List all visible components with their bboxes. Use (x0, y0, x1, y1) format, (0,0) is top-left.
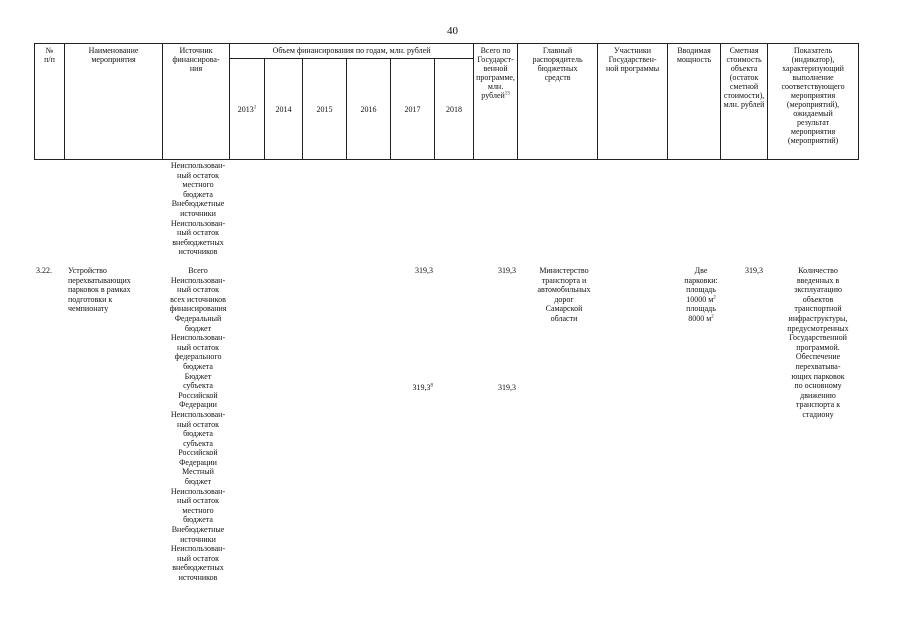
value-2017-region: 319,3$^8$ (412, 383, 433, 392)
text-line: объекта (730, 64, 758, 73)
text-line: субъекта (183, 438, 213, 448)
text-line: подготовки к (68, 294, 113, 304)
text-line: Неиспользован- (170, 275, 226, 285)
text-line: стоимость (726, 55, 762, 64)
text-line: Федерации (179, 400, 217, 410)
header-manager (518, 44, 598, 160)
text-line: всех источников (170, 294, 226, 304)
text-line: характеризующий (782, 64, 844, 73)
text-line: ожидаемый (793, 109, 833, 118)
text-line: источников (178, 247, 218, 257)
header-source (163, 44, 230, 160)
header-year-2018: 2018 (435, 59, 474, 160)
row-indicator (774, 266, 862, 420)
text-line: средств (544, 73, 571, 82)
text-line: федерального (174, 352, 222, 362)
text-line: ный остаток (177, 419, 219, 429)
text-line: источники (180, 534, 216, 544)
text-line: Федеральный (174, 313, 222, 323)
text-line: стоимости), (723, 91, 765, 100)
header-year-2017: 2017 (391, 59, 435, 160)
text-line: местного (182, 505, 214, 515)
text-line: ный остаток (177, 228, 219, 238)
text-line: Всего (188, 266, 208, 275)
text-line: перехватывающих (68, 275, 131, 285)
text-line: транспорта к (795, 400, 841, 410)
text-line: Наименование (88, 46, 139, 55)
text-line: объектов (802, 294, 834, 304)
text-line: финансирова- (172, 55, 220, 64)
header-participants (598, 44, 668, 160)
text-line: Неиспользован- (170, 218, 226, 228)
text-line: движению (800, 390, 836, 400)
text-line: Неиспользован- (170, 409, 226, 419)
text-line: ния (189, 64, 203, 73)
value-2017-total: 319,3 (415, 266, 433, 275)
text-line: Министерство (539, 266, 589, 275)
header-estimate (721, 44, 768, 160)
text-line: субъекта (183, 381, 213, 391)
text-line: финансирования (169, 304, 227, 314)
table-header (34, 43, 859, 160)
header-capacity (668, 44, 721, 160)
text-line: распорядитель (532, 55, 583, 64)
text-line: области (550, 313, 578, 323)
text-line: ющих парковок (791, 371, 845, 381)
text-line: мероприятия (91, 55, 136, 64)
text-line: эксплуатацию (794, 285, 842, 295)
text-line: введенных в (796, 275, 840, 285)
text-line: парковок в рамках (68, 285, 131, 295)
text-line: млн. рублей (723, 100, 765, 109)
text-line: Федерации (179, 457, 217, 467)
text-line: Показатель (793, 46, 833, 55)
text-line: (остаток (729, 73, 759, 82)
continuation-sources (163, 161, 233, 257)
text-line: автомобильных (537, 285, 591, 295)
text-line: программе, (476, 73, 515, 82)
text-line: ный остаток (177, 285, 219, 295)
text-line: Самарской (545, 304, 583, 314)
text-line: Главный (542, 46, 573, 55)
text-line: местного (182, 180, 214, 190)
text-line: источники (180, 208, 216, 218)
text-line: выполнение (792, 73, 834, 82)
text-line: бюджетных (537, 64, 578, 73)
text-line: Местный (182, 467, 214, 477)
text-line: № (45, 46, 54, 55)
text-line: транспортной (794, 304, 842, 314)
text-line: бюджета (183, 189, 213, 199)
text-line: Неиспользован- (170, 486, 226, 496)
text-line: Государственной (789, 333, 847, 343)
text-line: (индикатор), (791, 55, 835, 64)
text-line: ный остаток (177, 170, 219, 180)
text-line: источников (178, 573, 218, 582)
header-year-2014: 2014 (265, 59, 303, 160)
text-line: внебюджетных (172, 563, 224, 573)
header-indicator (768, 44, 859, 160)
text-line: внебюджетных (172, 237, 224, 247)
text-line: транспорта и (541, 275, 587, 285)
text-line: рублей$^{13}$ (481, 91, 510, 100)
text-line: Количество (798, 266, 838, 275)
text-line: результат (797, 118, 830, 127)
text-line: Неиспользован- (170, 161, 226, 170)
text-line: Государствен- (608, 55, 657, 64)
text-line: программой. (796, 342, 840, 352)
text-line: Источник (179, 46, 213, 55)
text-line: ный остаток (177, 553, 219, 563)
row-sources (163, 266, 233, 583)
row-number: 3.22. (36, 266, 52, 275)
text-line: венной (483, 64, 508, 73)
text-line: бюджета (183, 515, 213, 525)
text-line: Бюджет (184, 371, 212, 381)
text-line: Устройство (68, 266, 107, 275)
page-number: 40 (447, 25, 458, 37)
text-line: чемпионату (68, 304, 109, 314)
text-line: Неиспользован- (170, 544, 226, 554)
text-line: сметной (729, 82, 759, 91)
text-line: мероприятия (790, 127, 836, 136)
text-line: по основному (794, 381, 842, 391)
header-year-2013: 2013$^1$ (230, 59, 265, 160)
text-line: ной программы (605, 64, 660, 73)
header-name (65, 44, 163, 160)
text-line: Всего по (480, 46, 511, 55)
text-line: Вводимая (677, 46, 711, 55)
text-line: Сметная (729, 46, 759, 55)
text-line: мощность (676, 55, 712, 64)
text-line: соответствующего (781, 82, 845, 91)
text-line: Внебюджетные (171, 525, 225, 535)
header-funding: Объем финансирования по годам, млн. рублей (230, 44, 474, 59)
header-year-2016: 2016 (347, 59, 391, 160)
value-total-region: 319,3 (498, 383, 516, 392)
text-line: Государст- (477, 55, 514, 64)
header-num (35, 44, 65, 160)
row-manager (526, 266, 602, 324)
text-line: Неиспользован- (170, 333, 226, 343)
text-line: стадиону (802, 409, 834, 419)
text-line: млн. (487, 82, 504, 91)
row-estimate: 319,3 (745, 266, 763, 275)
text-line: ный остаток (177, 496, 219, 506)
text-line: п/п (44, 55, 55, 64)
header-year-2015: 2015 (303, 59, 347, 160)
row-capacity: Две парковки: площадь 10000 $м^2$ площадь 8000 $м^2$ (684, 266, 718, 323)
text-line: (мероприятий) (787, 136, 839, 145)
header-total (474, 44, 518, 160)
text-line: бюджет (184, 477, 212, 487)
text-line: Российской (178, 390, 218, 400)
text-line: Внебюджетные (171, 199, 225, 209)
value-total-all: 319,3 (498, 266, 516, 275)
row-name (68, 266, 131, 314)
text-line: дорог (554, 294, 574, 304)
text-line: предусмотренных (787, 323, 849, 333)
text-line: (мероприятий), (786, 100, 840, 109)
text-line: бюджета (183, 361, 213, 371)
text-line: Обеспечение (795, 352, 841, 362)
text-line: мероприятия (790, 91, 836, 100)
text-line: инфраструктуры, (788, 313, 848, 323)
text-line: Российской (178, 448, 218, 458)
text-line: Участники (614, 46, 652, 55)
text-line: перехватыва- (795, 361, 841, 371)
text-line: ный остаток (177, 342, 219, 352)
text-line: бюджет (184, 323, 212, 333)
text-line: бюджета (183, 429, 213, 439)
